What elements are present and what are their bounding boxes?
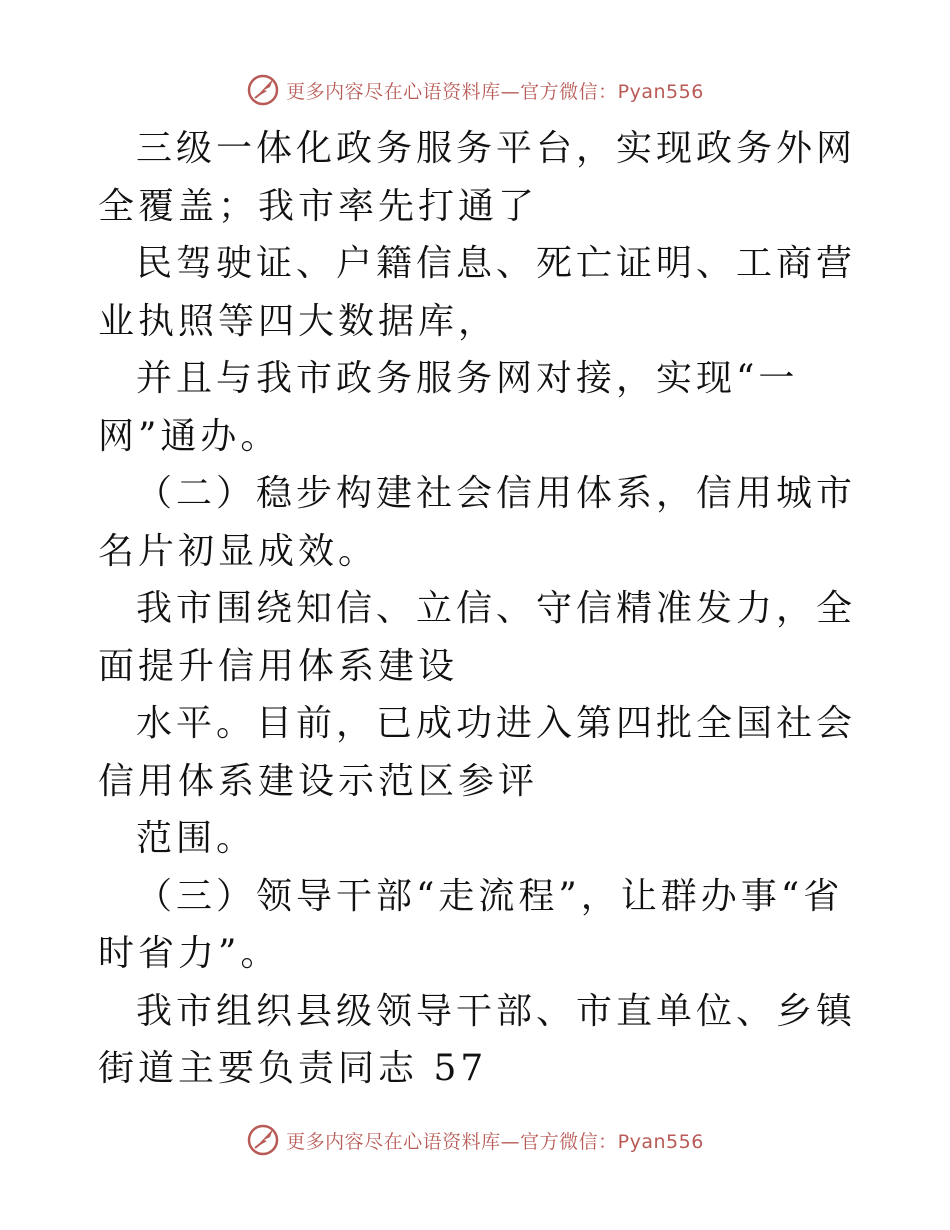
section-heading: （三）领导干部“走流程”，让群办事“省时省力”。 (98, 875, 844, 974)
footer-watermark-text: 更多内容尽在心语资料库—官方微信：Pyan556 (286, 1130, 704, 1153)
paragraph: 范围。 (136, 818, 257, 859)
paragraph: 民驾驶证、户籍信息、死亡证明、工商营业执照等四大数据库， (98, 243, 857, 342)
quill-pen-logo-icon (246, 1123, 280, 1157)
paragraph: 我市组织县级领导干部、市直单位、乡镇街道主要负责同志 57 (98, 990, 857, 1089)
paragraph: 我市围绕知信、立信、守信精准发力，全面提升信用体系建设 (98, 588, 857, 687)
paragraph: 并且与我市政务服务网对接，实现“一网”通办。 (98, 358, 799, 457)
quill-pen-logo-icon (246, 73, 280, 107)
header-watermark-banner (0, 72, 950, 108)
paragraph: 水平。目前，已成功进入第四批全国社会信用体系建设示范区参评 (98, 703, 857, 802)
section-heading: （二）稳步构建社会信用体系，信用城市名片初显成效。 (98, 473, 857, 572)
header-watermark-text: 更多内容尽在心语资料库—官方微信：Pyan556 (286, 80, 704, 103)
paragraph: 三级一体化政务服务平台，实现政务外网全覆盖；我市率先打通了 (98, 128, 857, 227)
footer-watermark-banner (0, 1122, 950, 1158)
document-body (98, 120, 858, 1098)
